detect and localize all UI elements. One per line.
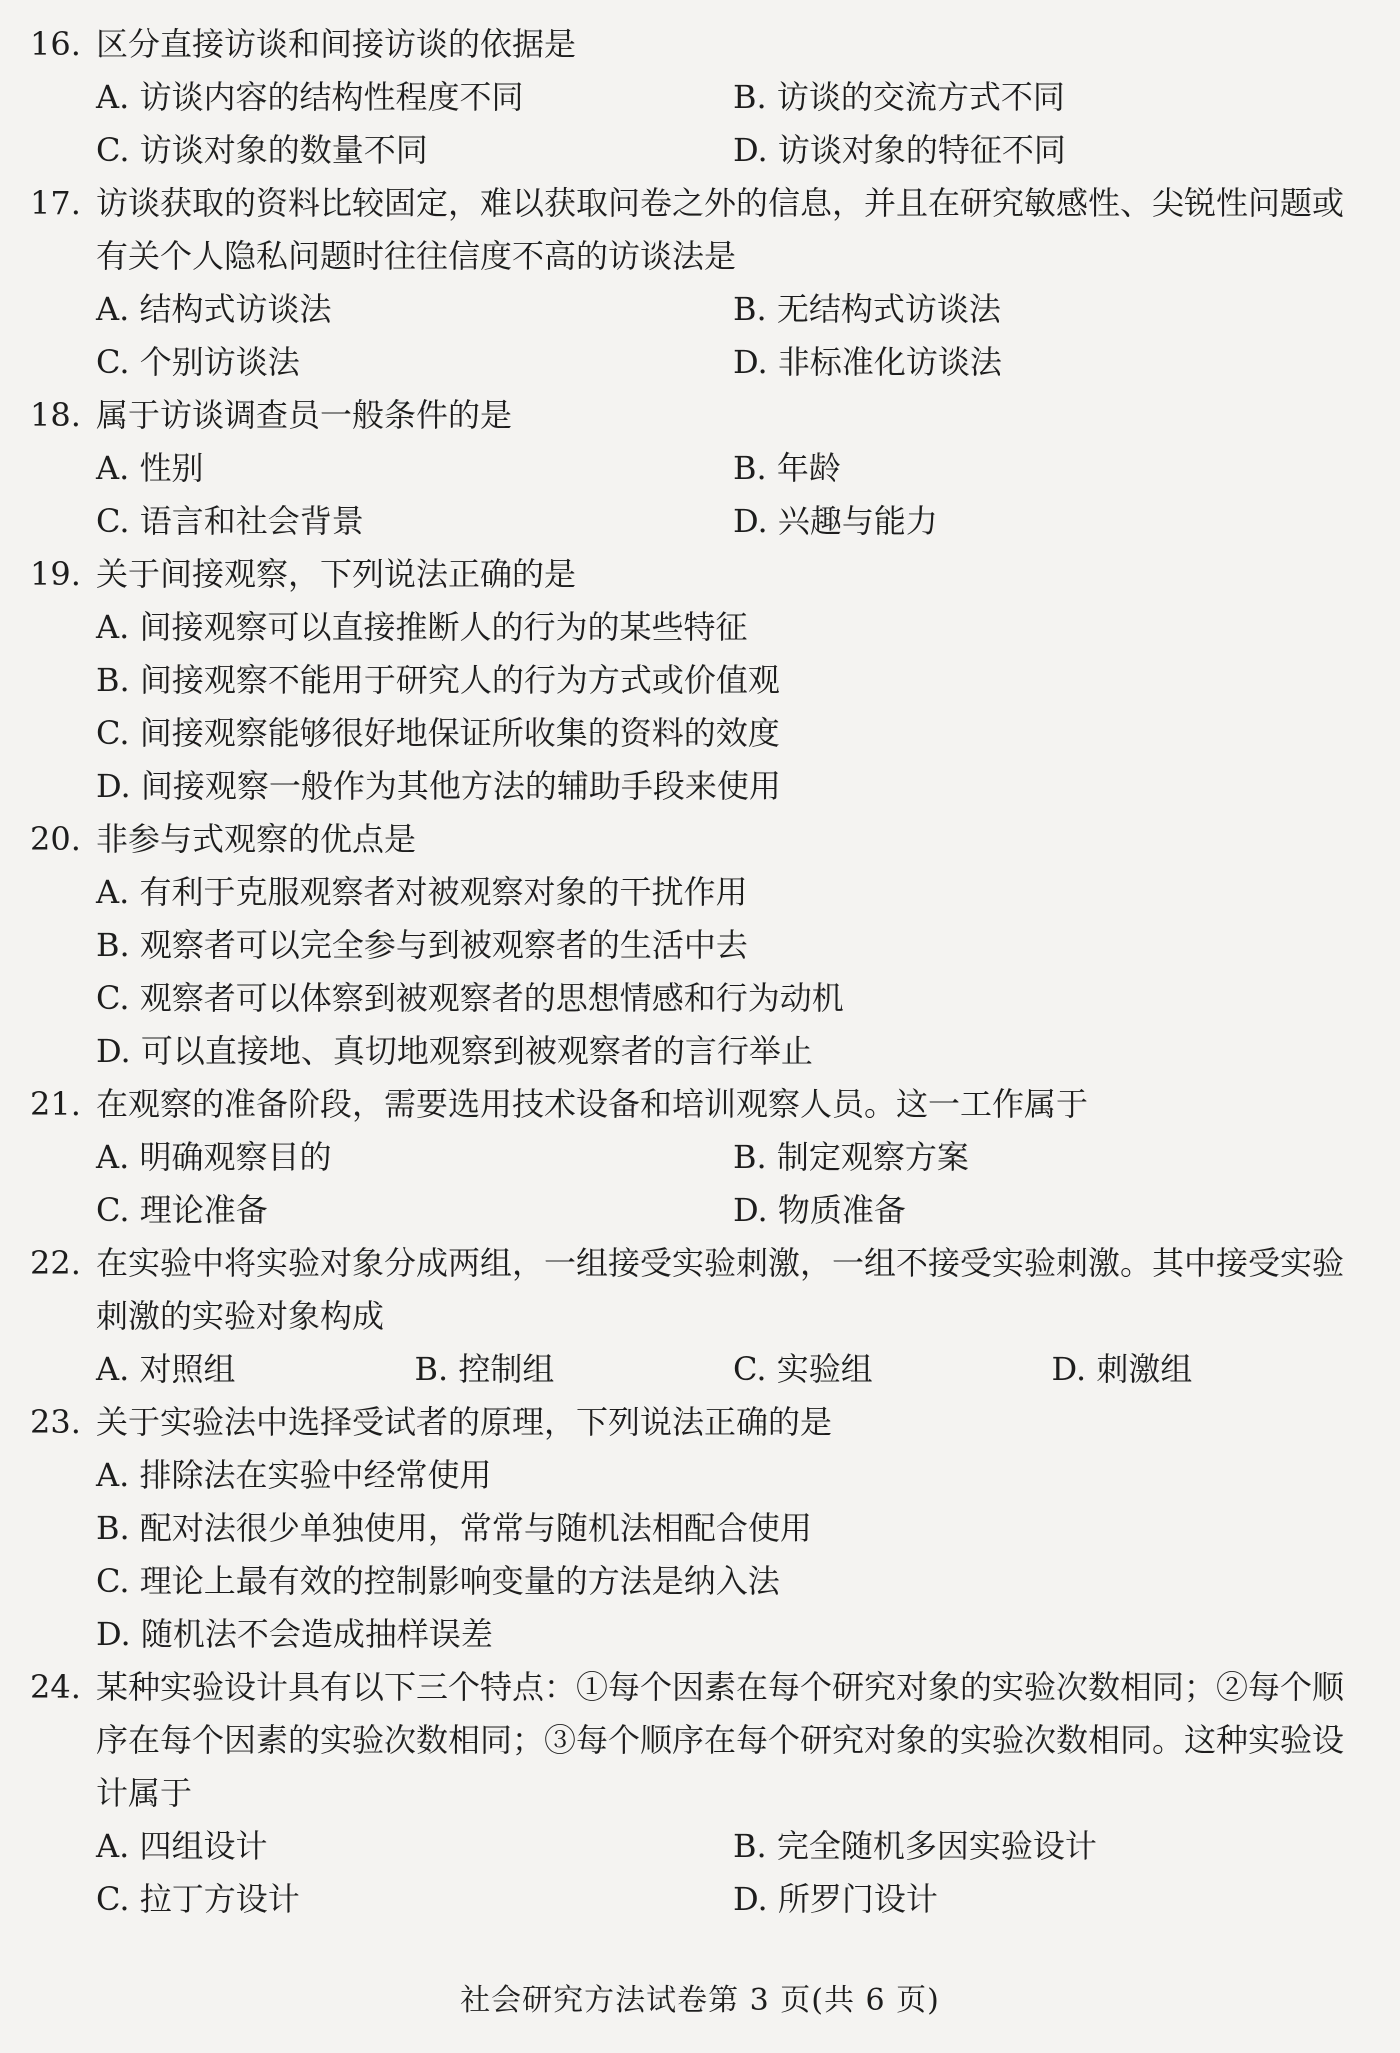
question-stem	[30, 1237, 1370, 1343]
question-text: 关于间接观察，下列说法正确的是	[96, 555, 577, 593]
question-stem	[30, 389, 1370, 442]
question-number: 21.	[30, 1085, 81, 1123]
option-b: B. 无结构式访谈法	[733, 290, 1001, 328]
option-a: A. 访谈内容的结构性程度不同	[96, 78, 524, 116]
options	[30, 866, 1370, 1078]
option-a: A. 明确观察目的	[96, 1138, 332, 1176]
question-number: 17.	[30, 184, 81, 222]
options	[30, 283, 1370, 389]
options	[30, 71, 1370, 177]
option-d: D. 可以直接地、真切地观察到被观察者的言行举止	[96, 1032, 813, 1070]
question-number: 22.	[30, 1244, 81, 1282]
option-c: C. 个别访谈法	[96, 343, 300, 381]
option-c: C. 观察者可以体察到被观察者的思想情感和行为动机	[96, 979, 844, 1017]
question-24	[30, 1661, 1370, 1926]
question-text: 区分直接访谈和间接访谈的依据是	[96, 25, 577, 63]
option-b: B. 制定观察方案	[733, 1138, 969, 1176]
option-b: B. 控制组	[414, 1350, 555, 1388]
option-d: D. 所罗门设计	[733, 1880, 938, 1918]
options	[30, 601, 1370, 813]
option-c: C. 间接观察能够很好地保证所收集的资料的效度	[96, 714, 780, 752]
option-b: B. 间接观察不能用于研究人的行为方式或价值观	[96, 661, 780, 699]
question-20	[30, 813, 1370, 1078]
option-a: A. 对照组	[96, 1350, 236, 1388]
option-c: C. 语言和社会背景	[96, 502, 364, 540]
options	[30, 1820, 1370, 1926]
question-text: 访谈获取的资料比较固定，难以获取问卷之外的信息，并且在研究敏感性、尖锐性问题或有关个人隐私问题时往往信度不高的访谈法是	[96, 184, 1345, 275]
question-stem	[30, 548, 1370, 601]
question-stem	[30, 813, 1370, 866]
question-text: 关于实验法中选择受试者的原理，下列说法正确的是	[96, 1403, 833, 1441]
option-b: B. 完全随机多因实验设计	[733, 1827, 1097, 1865]
question-list	[30, 18, 1370, 1926]
question-stem	[30, 18, 1370, 71]
page-footer: 社会研究方法试卷第 3 页(共 6 页)	[460, 1983, 940, 2018]
option-c: C. 拉丁方设计	[96, 1880, 300, 1918]
options	[30, 442, 1370, 548]
question-stem	[30, 1661, 1370, 1820]
question-text: 某种实验设计具有以下三个特点：①每个因素在每个研究对象的实验次数相同；②每个顺序在每个因素的实验次数相同；③每个顺序在每个研究对象的实验次数相同。这种实验设计属于	[96, 1668, 1345, 1812]
question-stem	[30, 177, 1370, 283]
question-18	[30, 389, 1370, 548]
question-number: 16.	[30, 25, 81, 63]
question-21	[30, 1078, 1370, 1237]
option-c: C. 理论准备	[96, 1191, 268, 1229]
options	[30, 1449, 1370, 1661]
option-d: D. 物质准备	[733, 1191, 906, 1229]
question-23	[30, 1396, 1370, 1661]
question-number: 19.	[30, 555, 81, 593]
option-d: D. 随机法不会造成抽样误差	[96, 1615, 493, 1653]
question-number: 23.	[30, 1403, 81, 1441]
question-number: 20.	[30, 820, 81, 858]
question-22	[30, 1237, 1370, 1396]
option-a: A. 间接观察可以直接推断人的行为的某些特征	[96, 608, 748, 646]
option-a: A. 排除法在实验中经常使用	[96, 1456, 492, 1494]
option-a: A. 性别	[96, 449, 204, 487]
question-number: 18.	[30, 396, 81, 434]
option-b: B. 观察者可以完全参与到被观察者的生活中去	[96, 926, 748, 964]
option-d: D. 兴趣与能力	[733, 502, 938, 540]
question-text: 属于访谈调查员一般条件的是	[96, 396, 513, 434]
option-b: B. 年龄	[733, 449, 841, 487]
option-b: B. 配对法很少单独使用，常常与随机法相配合使用	[96, 1509, 812, 1547]
option-b: B. 访谈的交流方式不同	[733, 78, 1065, 116]
option-d: D. 访谈对象的特征不同	[733, 131, 1066, 169]
options	[30, 1343, 1370, 1396]
option-c: C. 访谈对象的数量不同	[96, 131, 428, 169]
options	[30, 1131, 1370, 1237]
option-a: A. 四组设计	[96, 1827, 268, 1865]
option-c: C. 理论上最有效的控制影响变量的方法是纳入法	[96, 1562, 780, 1600]
question-19	[30, 548, 1370, 813]
question-number: 24.	[30, 1668, 81, 1706]
option-c: C. 实验组	[733, 1350, 873, 1388]
question-stem	[30, 1078, 1370, 1131]
option-a: A. 结构式访谈法	[96, 290, 332, 328]
question-17	[30, 177, 1370, 389]
option-d: D. 刺激组	[1051, 1350, 1193, 1388]
option-d: D. 非标准化访谈法	[733, 343, 1002, 381]
option-a: A. 有利于克服观察者对被观察对象的干扰作用	[96, 873, 748, 911]
option-d: D. 间接观察一般作为其他方法的辅助手段来使用	[96, 767, 781, 805]
question-16	[30, 18, 1370, 177]
question-text: 在观察的准备阶段，需要选用技术设备和培训观察人员。这一工作属于	[96, 1085, 1089, 1123]
question-text: 在实验中将实验对象分成两组，一组接受实验刺激，一组不接受实验刺激。其中接受实验刺激的实验对象构成	[96, 1244, 1345, 1335]
question-text: 非参与式观察的优点是	[96, 820, 417, 858]
question-stem	[30, 1396, 1370, 1449]
